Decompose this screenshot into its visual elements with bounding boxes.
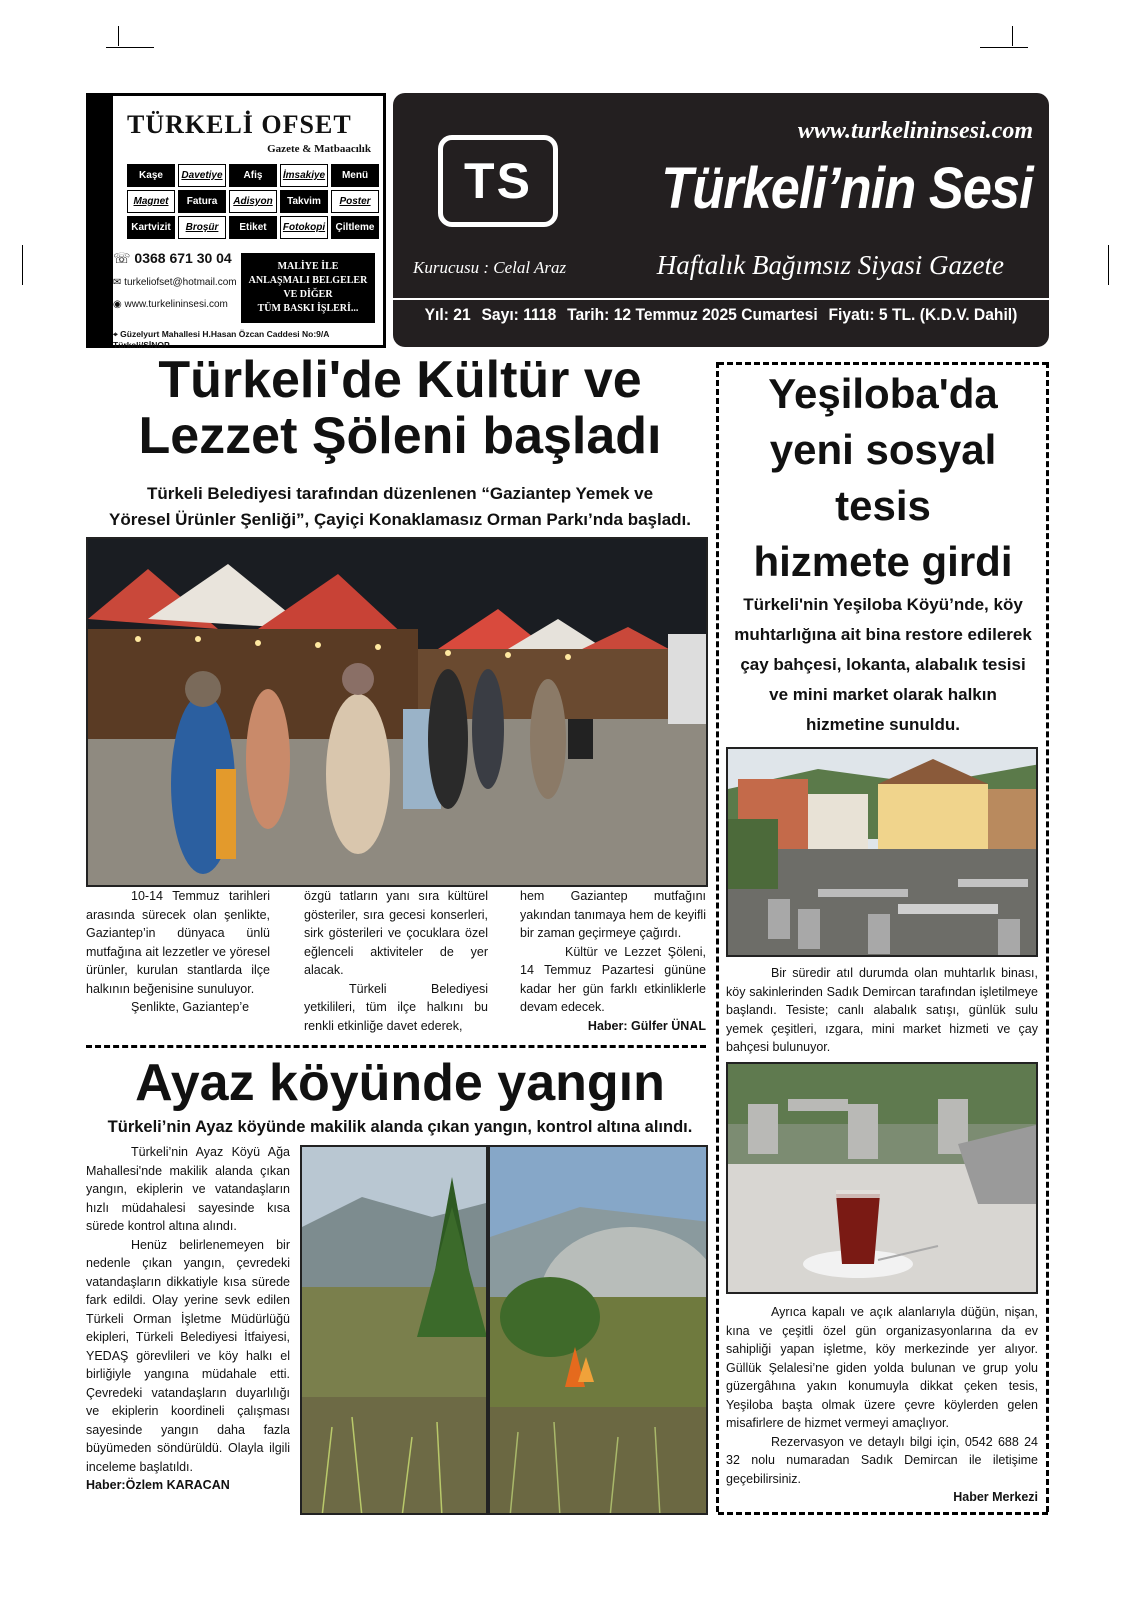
fire-photo-right-art <box>490 1147 708 1515</box>
service-item: Magnet <box>127 190 175 213</box>
ad-email <box>113 277 237 288</box>
story3-headline-line: hizmete girdi <box>753 538 1013 585</box>
story1-col2 <box>304 887 488 1035</box>
story3-paragraph: Bir süredir atıl durumda olan muhtarlık binası, köy sakinlerinden Sadık Demircan tarafından işletilmeye başlandı. Tesiste; canlı alabalık satışı, günlük sulu yemek çeşitleri, ızgara, mini market hizmeti ve çay bahçesi bulunuyor. <box>726 966 1038 1054</box>
story2-paragraph: Türkeli’nin Ayaz Köyü Ağa Mahallesi'nde makilik alanda çıkan yangın, ekiplerin ve vatandaşların hızlı müdahalesi sayesinde kısa sürede kontrol altına alındı. <box>86 1145 290 1233</box>
story1-col3 <box>520 887 706 1035</box>
issue-bar <box>419 305 1023 325</box>
founder: Kurucusu : Celal Araz <box>413 258 567 277</box>
ad-web <box>113 299 228 310</box>
service-item: Fotokopi <box>280 216 328 239</box>
service-item: Broşür <box>178 216 226 239</box>
crop-mark <box>118 26 119 46</box>
service-item: Kartvizit <box>127 216 175 239</box>
service-item: Afiş <box>229 164 277 187</box>
ad-address-text: Güzelyurt Mahallesi H.Hasan Özcan Caddesi No:9/A Türkeli/SİNOP <box>113 329 330 350</box>
festival-photo <box>86 537 708 887</box>
story3-credit: Haber Merkezi <box>953 1490 1038 1504</box>
fire-photo-left <box>300 1145 488 1515</box>
story2-paragraph: Henüz belirlenemeyen bir nedenle çıkan yangın, çevredeki vatandaşların dikkatiyle kısa sürede fark edildi. Olay yerine sevk edilen Türkeli Orman İşletme Müdürlüğü ekipleri, Türkeli Belediyesi İtfaiyesi, YEDAŞ görevlileri ve köy halkı el birliğiyle yangına müdahale etti. Çevredeki vatandaşların duyarlılığı ve ekiplerin koordineli çalışması sayesinde yangın daha fazla büyümeden söndürüldü. Olayla ilgili inceleme başlatıldı. <box>86 1237 290 1474</box>
story3-lead: Türkeli'nin Yeşiloba Köyü’nde, köy muhtarlığına ait bina restore edilerek çay bahçesi, lokanta, alabalık tesisi ve mini market olarak halkın hizmetine sunuldu. <box>734 595 1032 734</box>
story1-col1 <box>86 887 270 1017</box>
service-item: Adisyon <box>229 190 277 213</box>
tea-glass-photo-art <box>728 1064 1038 1294</box>
issue-date: Tarih: 12 Temmuz 2025 Cumartesi <box>567 305 818 324</box>
service-item: İmsakiye <box>280 164 328 187</box>
story3-text-cont <box>726 1303 1038 1507</box>
story1-lead <box>80 481 720 533</box>
ad-subtitle: Gazete & Matbaacılık <box>267 143 371 155</box>
fire-photo-left-art <box>302 1147 488 1515</box>
masthead <box>393 93 1049 347</box>
service-item: Etiket <box>229 216 277 239</box>
story1-credit: Haber: Gülfer ÜNAL <box>587 1018 706 1033</box>
story3-text <box>726 964 1038 1057</box>
story3-headline-line: tesis <box>835 482 931 529</box>
column-bottom-rule <box>718 1512 1048 1515</box>
story1-headline <box>80 352 720 464</box>
issue-number: Sayı: 1118 <box>481 305 557 324</box>
story1-paragraph: hem Gaziantep mutfağını yakından tanımaya hem de keyifli bir zaman geçirmeye çağırdı. <box>520 889 706 940</box>
masthead-url[interactable]: www.turkelininsesi.com <box>797 118 1033 144</box>
ad-box-line: ANLAŞMALI BELGELER <box>248 275 368 286</box>
service-item: Fatura <box>178 190 226 213</box>
service-item: Davetiye <box>178 164 226 187</box>
story2-credit: Haber:Özlem KARACAN <box>86 1478 230 1492</box>
fire-photo-right <box>488 1145 708 1515</box>
teagarden-photo <box>726 747 1038 957</box>
service-item: Çiltleme <box>331 216 379 239</box>
ad-web-text: www.turkelininsesi.com <box>124 299 228 310</box>
story1-paragraph: Türkeli Belediyesi yetkilileri, tüm ilçe halkını bu renkli etkinliğe davet ederek, <box>304 981 488 1033</box>
story3-headline-line: Yeşiloba'da <box>768 370 998 417</box>
story1-lead-line: Yöresel Ürünler Şenliği”, Çayiçi Konaklamasız Orman Parkı’nda başladı. <box>109 510 691 529</box>
ts-logo: TS <box>438 135 558 227</box>
newspaper-name: Türkeli’nin Sesi <box>661 156 1033 221</box>
ad-strip <box>89 96 113 345</box>
mail-icon: ✉ <box>113 277 125 288</box>
story1-headline-line: Türkeli'de Kültür ve <box>158 351 642 409</box>
globe-icon: ◉ <box>113 299 125 310</box>
story3-paragraph: Rezervasyon ve detaylı bilgi için, 0542 688 24 32 nolu numaradan Sadık Demircan ile iletişime geçebilirsiniz. <box>726 1434 1038 1486</box>
ad-phone <box>113 250 232 267</box>
ad-services <box>127 164 379 239</box>
crop-mark <box>980 47 1028 48</box>
story1-paragraph: Kültür ve Lezzet Şöleni, 14 Temmuz Pazartesi gününe kadar her gün farklı etkinliklerle devam edecek. <box>520 944 706 1014</box>
story1-paragraph: 10-14 Temmuz tarihleri arasında sürecek olan şenlikte, Gaziantep’in dünyaca ünlü mutfağına ait lezzetler ve yöresel ürünler, kurulan stantlarda ilçe halkının beğenisine sunuluyor. <box>86 889 270 996</box>
issue-price: Fiyatı: 5 TL. (K.D.V. Dahil) <box>828 305 1018 324</box>
ad-services-box <box>241 253 375 323</box>
service-item: Poster <box>331 190 379 213</box>
printing-ad <box>86 93 386 348</box>
story3-paragraph: Ayrıca kapalı ve açık alanlarıyla düğün, nişan, kına ve çeşitli özel gün organizasyonlarına da ev sahipliği yapan işletme, köy merkezinde yer alıyor. Güllük Şelalesi’ne giden yolda bulunan ve grup yolu güzergâhına yakın konumuyla dikkat çeken tesis, Yeşiloba başta olmak üzere çevre köylerden gelen misafirlere de hizmet vermeyi amaçlıyor. <box>726 1305 1038 1430</box>
tagline: Haftalık Bağımsız Siyasi Gazete <box>656 250 1004 280</box>
section-divider <box>86 1045 706 1048</box>
festival-photo-art <box>88 539 708 887</box>
story2-headline: Ayaz köyünde yangın <box>135 1054 665 1112</box>
story3-headline <box>722 366 1044 590</box>
ad-company: TÜRKELİ OFSET <box>127 110 352 139</box>
teagarden-photo-art <box>728 749 1038 957</box>
ad-box-line: TÜM BASKI İŞLERİ... <box>257 303 359 314</box>
ad-box-line: VE DİĞER <box>283 289 333 300</box>
ad-phone-text: 0368 671 30 04 <box>134 250 232 266</box>
phone-icon: ☏ <box>113 250 135 266</box>
issue-year: Yıl: 21 <box>424 305 471 324</box>
story1-paragraph: özgü tatların yanı sıra kültürel gösteriler, sıra gecesi konserleri, sirk gösterileri ve çocuklara özel eğlenceli aktiviteler de yer alacak. <box>304 889 488 977</box>
column-rule-right <box>1046 362 1049 1512</box>
crop-mark <box>106 47 154 48</box>
service-item: Menü <box>331 164 379 187</box>
tea-glass-photo <box>726 1062 1038 1294</box>
crop-mark <box>22 245 23 285</box>
story3-headline-line: yeni sosyal <box>769 426 997 473</box>
service-item: Kaşe <box>127 164 175 187</box>
crop-mark <box>1012 26 1013 46</box>
ad-email-text: turkeliofset@hotmail.com <box>124 277 237 288</box>
ad-box-line: MALİYE İLE <box>277 261 339 272</box>
column-top-rule <box>718 362 1048 365</box>
column-rule-left <box>716 362 719 1512</box>
masthead-divider <box>393 298 1049 300</box>
story1-lead-line: Türkeli Belediyesi tarafından düzenlenen “Gaziantep Yemek ve <box>146 484 654 503</box>
service-item: Takvim <box>280 190 328 213</box>
story2-lead: Türkeli’nin Ayaz köyünde makilik alanda çıkan yangın, kontrol altına alındı. <box>107 1118 693 1136</box>
story1-headline-line: Lezzet Şöleni başladı <box>138 407 662 466</box>
story2-text <box>86 1143 290 1495</box>
ad-address <box>113 329 383 350</box>
location-icon: ⌖ <box>113 329 121 339</box>
story1-paragraph: Şenlikte, Gaziantep’e <box>131 1000 250 1014</box>
crop-mark <box>1108 245 1109 285</box>
